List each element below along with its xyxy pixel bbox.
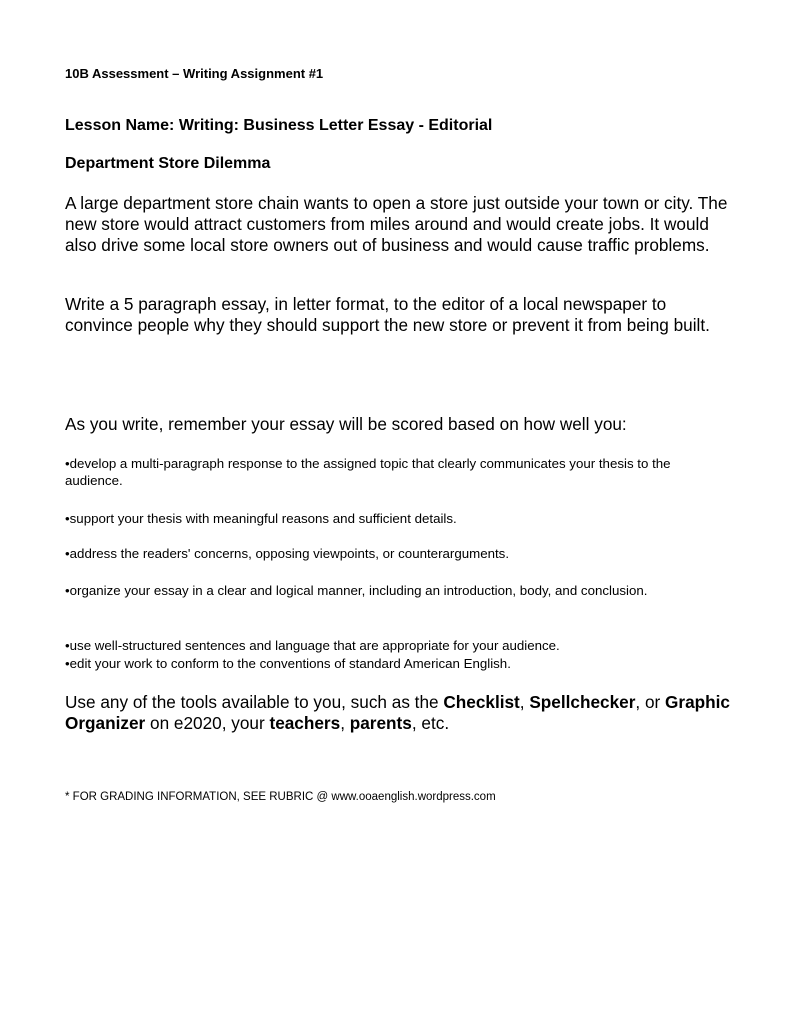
tool-spellchecker: Spellchecker [529, 692, 636, 712]
criteria-text: edit your work to conform to the conventions of standard American English. [69, 656, 511, 671]
assessment-header: 10B Assessment – Writing Assignment #1 [65, 66, 324, 81]
tools-paragraph [65, 692, 730, 734]
tools-tail-text: , etc. [411, 713, 450, 733]
criteria-item [65, 545, 725, 562]
tools-separator: , [519, 692, 530, 712]
tools-lead-text: Use any of the tools available to you, such as the [65, 692, 444, 712]
tool-checklist: Checklist [443, 692, 520, 712]
resource-parents: parents [349, 713, 412, 733]
criteria-text: support your thesis with meaningful reasons and sufficient details. [69, 511, 457, 526]
lesson-name-heading: Lesson Name: Writing: Business Letter Essay - Editorial [65, 117, 493, 134]
bullet-icon: • [65, 456, 70, 471]
criteria-item [65, 637, 725, 654]
bullet-icon: • [65, 511, 70, 526]
bullet-icon: • [65, 546, 70, 561]
criteria-text: use well-structured sentences and language that are appropriate for your audience. [69, 638, 560, 653]
tools-mid-text: on e2020, your [145, 713, 270, 733]
criteria-text: address the readers' concerns, opposing viewpoints, or counterarguments. [69, 546, 510, 561]
criteria-text: organize your essay in a clear and logical manner, including an introduction, body, and conclusion. [69, 583, 648, 598]
prompt-paragraph-2: Write a 5 paragraph essay, in letter format, to the editor of a local newspaper to convince people why they should support the new store or prevent it from being built. [65, 294, 710, 335]
criteria-text: develop a multi-paragraph response to the assigned topic that clearly communicates your thesis to the audience. [65, 456, 671, 488]
topic-heading: Department Store Dilemma [65, 155, 271, 172]
prompt-paragraph-1: A large department store chain wants to open a store just outside your town or city. The new store would attract customers from miles around and would create jobs. It would also drive some local store owners out of business and would cause traffic problems. [65, 193, 728, 255]
criteria-item [65, 655, 725, 672]
tools-separator: , [340, 713, 350, 733]
bullet-icon: • [65, 638, 70, 653]
criteria-item [65, 582, 725, 599]
criteria-item [65, 510, 725, 527]
scoring-intro: As you write, remember your essay will be scored based on how well you: [65, 414, 627, 434]
bullet-icon: • [65, 583, 70, 598]
grading-footnote: * FOR GRADING INFORMATION, SEE RUBRIC @ www.ooaenglish.wordpress.com [65, 791, 496, 803]
tools-separator: , or [635, 692, 666, 712]
resource-teachers: teachers [269, 713, 341, 733]
tool-graphic-organizer: Graphic Organizer [65, 692, 730, 733]
criteria-item [65, 455, 725, 489]
bullet-icon: • [65, 656, 70, 671]
